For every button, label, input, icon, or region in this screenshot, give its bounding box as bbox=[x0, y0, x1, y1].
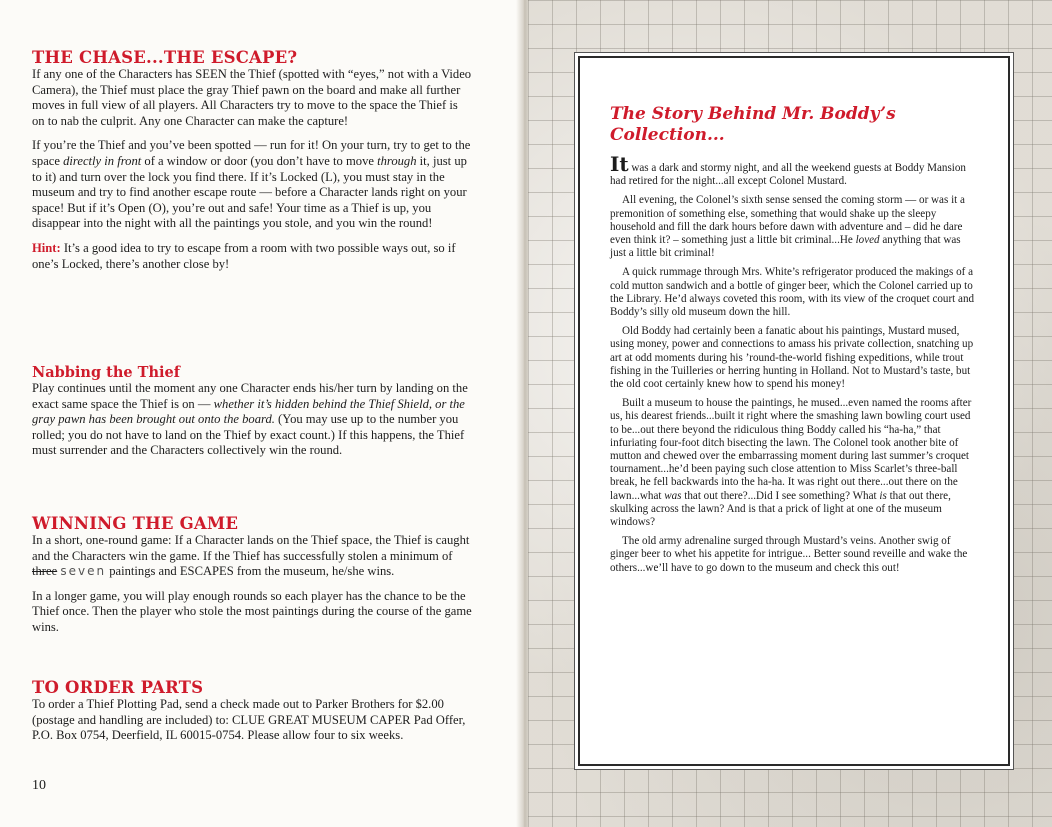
story-paragraph-2 bbox=[610, 194, 976, 260]
story-text: anything that was just a little bit criminal! bbox=[610, 234, 961, 260]
story-emphasis: was bbox=[664, 489, 682, 502]
nabbing-part: Play continues until the moment any one Character ends his/her turn by landing on the exact same space the Thief is on — bbox=[32, 381, 468, 411]
chase-p2-emphasis: through bbox=[377, 153, 417, 168]
chase-p2-part: it, just up to it) and turn over the lock you find there. If it’s Locked (L), you must stay in the museum and try to find another escape route — before a Character lands right on your space! But if it’s Open (O), you’re out and safe! Your time as a Thief is up, you disappear into the night with all the paintings you stole, and you win the round! bbox=[32, 153, 467, 231]
chase-p2-part: If you’re the Thief and you’ve been spotted — run for it! On your turn, try to get to the space bbox=[32, 138, 471, 168]
chase-p2-part: of a window or door (you don’t have to move bbox=[141, 153, 378, 168]
story-paragraph-5 bbox=[610, 397, 976, 529]
order-section bbox=[32, 678, 472, 744]
struck-word: three bbox=[32, 564, 58, 579]
left-page bbox=[0, 0, 522, 827]
nabbing-part: (You may use up to the number you rolled; you do not have to land on the Thief by exact count.) If this happens, the Thief must surrender and the Characters collectively win the round. bbox=[32, 412, 465, 458]
winning-part: paintings and ESCAPES from the museum, he/she wins. bbox=[106, 564, 395, 579]
winning-paragraph-2: In a longer game, you will play enough rounds so each player has the chance to be the Thief once. Then the player who stole the most paintings during the course of the game wins. bbox=[32, 588, 472, 634]
hint-text: It’s a good idea to try to escape from a room with two possible ways out, so if one’s Locked, there’s another close by! bbox=[32, 240, 456, 271]
story-emphasis: loved bbox=[855, 234, 880, 247]
page-number: 10 bbox=[32, 778, 46, 793]
story-emphasis: is bbox=[879, 489, 887, 502]
order-heading: TO ORDER PARTS bbox=[32, 678, 204, 697]
chase-section bbox=[32, 48, 472, 272]
story-paragraph-6: The old army adrenaline surged through Mustard’s veins. Another swig of ginger beer to whet his appetite for intrigue... Better sound reveille and wake the others...we’ll have to go down to the museum and check this out! bbox=[610, 535, 968, 574]
winning-section bbox=[32, 514, 472, 636]
winning-paragraph-1 bbox=[32, 533, 472, 580]
order-paragraph: To order a Thief Plotting Pad, send a check made out to Parker Brothers for $2.00 (postage and handling are included) to: CLUE GREAT MUSEUM CAPER Pad Offer, P.O. Box 0754, Deerfield, IL 60015-0754. Please allow four to six weeks. bbox=[32, 697, 466, 743]
hint-label: Hint: bbox=[32, 240, 61, 255]
nabbing-emphasis: whether it’s hidden behind the Thief Shield, or the gray pawn has been brought out onto the board. bbox=[32, 396, 465, 427]
story-text: that out there?...Did I see something? What bbox=[681, 489, 880, 502]
story-title: The Story Behind Mr. Boddy’s Collection... bbox=[610, 104, 896, 145]
winning-part: In a short, one-round game: If a Character lands on the Thief space, the Thief is caught and the Characters win the game. If the Thief has successfully stolen a minimum of bbox=[32, 533, 470, 563]
story-paragraph-1 bbox=[610, 152, 976, 188]
chase-p2-emphasis: directly in front bbox=[63, 153, 142, 168]
story-content bbox=[610, 104, 976, 575]
story-text: was a dark and stormy night, and all the weekend guests at Boddy Mansion had retired for the night...all except Colonel Mustard. bbox=[610, 162, 966, 188]
hint-paragraph bbox=[32, 241, 472, 272]
story-box bbox=[578, 56, 1010, 766]
nabbing-section bbox=[32, 364, 472, 459]
drop-cap: It bbox=[610, 152, 629, 176]
story-paragraph-4: Old Boddy had certainly been a fanatic about his paintings, Mustard mused, using money, power and connections to amass his private collection, snatching up art at odd moments during his ’round-the-world fishing expeditions, while trout fishing in the Tuilleries or herring hunting in Holland. Not to Mustard’s taste, but the old coot certainly knew how to spend his money! bbox=[610, 325, 974, 391]
nabbing-paragraph bbox=[32, 381, 472, 459]
chase-heading: THE CHASE...THE ESCAPE? bbox=[32, 48, 298, 67]
winning-heading: WINNING THE GAME bbox=[32, 514, 239, 533]
chase-paragraph-2 bbox=[32, 138, 472, 232]
story-text: Built a museum to house the paintings, he mused...even named the rooms after us, his dearest friends...built it right where the smashing lawn bowling court used to be...out there beyond the ridiculous thing Boddy called his “ha-ha,” that infuriating four-foot ditch bisecting the lawn. The Colonel took another bite of mutton and chewed over the embarrassing moment during last summer’s croquet tournament...he’d been paying such close attention to Miss Scarlet’s three-ball break, he fell backwards into the ha-ha. It was right out there...out there on the lawn...what bbox=[610, 397, 972, 502]
chase-paragraph-1: If any one of the Characters has SEEN the Thief (spotted with “eyes,” not with a Video Camera), the Thief must place the gray Thief pawn on the board and make all further moves in full view of all players. All Characters try to move to the space the Thief is on to nab the culprit. Any one Character can make the capture! bbox=[32, 67, 472, 128]
handwritten-correction: seven bbox=[60, 564, 107, 579]
story-text: All evening, the Colonel’s sixth sense sensed the coming storm — or was it a premonition of something else, something that would shake up the sleepy household and fill the dark hours before dawn with adventure and – did he dare even think it? – something just a little bit criminal...He bbox=[610, 194, 965, 247]
nabbing-heading: Nabbing the Thief bbox=[32, 364, 180, 381]
story-text: that out there, skulking across the lawn? And is that a prick of light at one of the museum windows? bbox=[610, 489, 951, 529]
story-paragraph-3: A quick rummage through Mrs. White’s refrigerator produced the makings of a cold mutton sandwich and a bottle of ginger beer, which the Colonel carried up to the Library. He’d always coveted this room, with its view of the croquet court and Boddy’s silly old museum down the hill. bbox=[610, 266, 975, 319]
